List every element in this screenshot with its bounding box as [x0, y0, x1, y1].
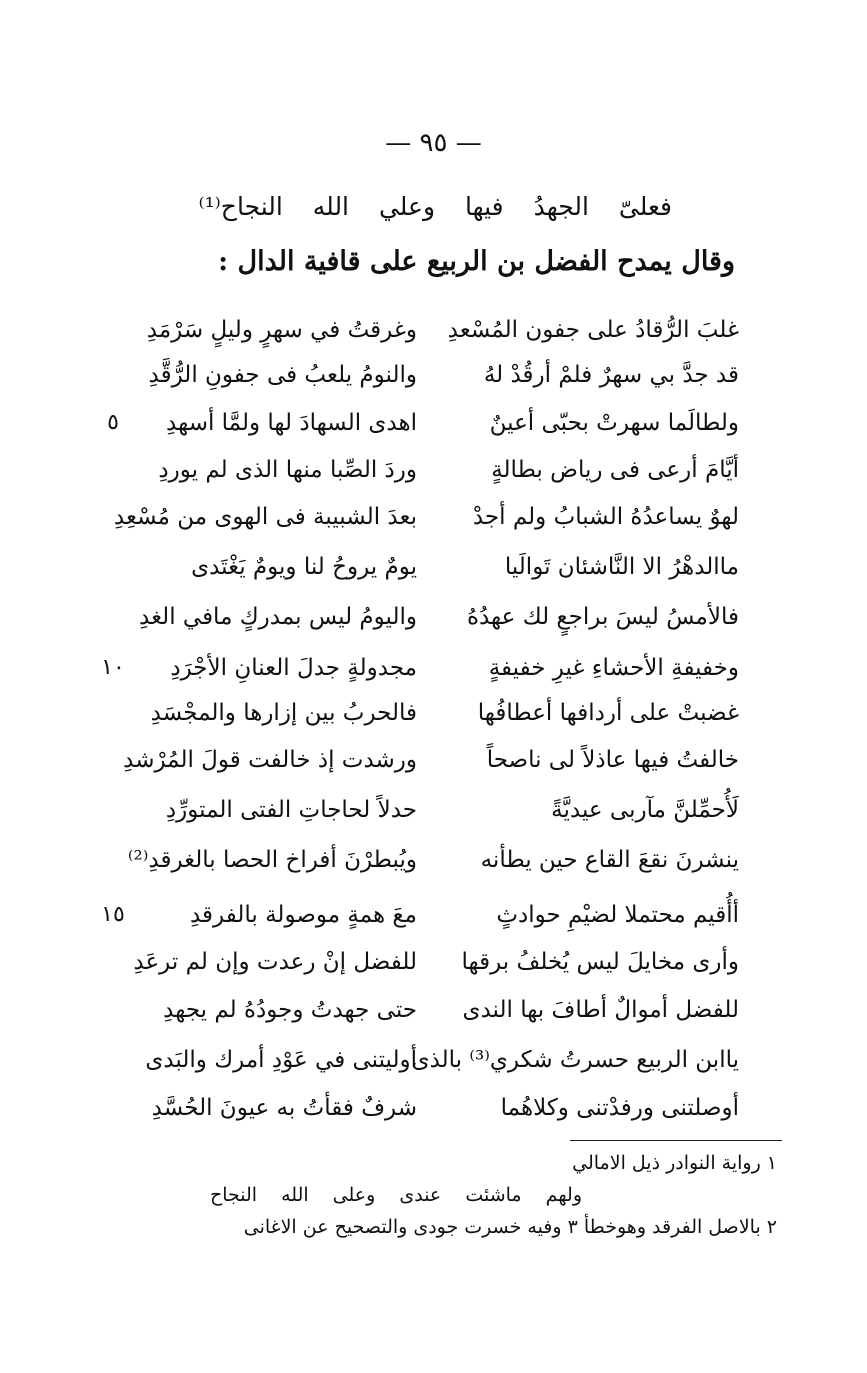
line-number: ٥: [107, 410, 119, 435]
verse-row: [0, 355, 867, 403]
footnote-1-verse: ولهم ماشئت عندى وعلى الله النجاح: [209, 1184, 582, 1206]
hemistich-right: ياابن الربيع حسرتُ شكري⁽³⁾ بالذى: [411, 1047, 739, 1073]
hemistich-left: ويُبطرْنَ أفراخ الحصا بالغرقدِ⁽²⁾: [127, 847, 417, 873]
hemistich-left: بعدَ الشبيبة فى الهوى من مُسْعِدِ: [113, 504, 417, 530]
hemistich-right: أأُقيم محتملا لضيْمِ حوادثٍ: [496, 902, 739, 928]
line-number: ١٠: [101, 655, 125, 680]
hemistich-left: والنومُ يلعبُ فى جفونِ الرُّقَّدِ: [148, 362, 417, 388]
intro-line-1: فعلىّ الجهدُ فيها وعلي الله النجاح⁽¹⁾: [198, 192, 672, 221]
hemistich-left: معَ همةٍ موصولة بالفرقدِ: [189, 902, 417, 928]
verse-row: [0, 693, 867, 741]
hemistich-right: غلبَ الرُّقادُ على جفون المُسْعدِ: [447, 317, 739, 343]
verse-row: [0, 740, 867, 788]
hemistich-right: قد جدَّ بي سهرٌ فلمْ أرقُدْ لهُ: [483, 362, 739, 388]
line-number: ١٥: [101, 902, 125, 927]
hemistich-left: ورشدت إذ خالفت قولَ المُرْشدِ: [123, 747, 417, 773]
hemistich-right: ولطالَما سهرتْ بحبّى أعينٌ: [489, 410, 739, 436]
hemistich-right: وأرى مخايلَ ليس يُخلفُ برقها: [461, 949, 739, 975]
hemistich-left: للفضل إنْ رعدت وإن لم ترعَدِ: [133, 949, 417, 975]
hemistich-left: حدلاً لحاجاتِ الفتى المتورِّدِ: [165, 797, 417, 823]
verse-row: [0, 1040, 867, 1088]
hemistich-left: اهدى السهادَ لها ولمَّا أسهدِ: [166, 410, 417, 436]
verse-row: [0, 1088, 867, 1136]
hemistich-left: واليومُ ليس بمدركٍ مافي الغدِ: [139, 604, 417, 630]
hemistich-right: غضبتْ على أردافها أعطافُها: [477, 700, 739, 726]
hemistich-right: ينشرنَ نقعَ القاع حين يطأنه: [480, 847, 739, 873]
hemistich-left: يومٌ يروحُ لنا ويومٌ يَغْتَدى: [191, 554, 417, 580]
hemistich-right: خالفتُ فيها عاذلاً لى ناصحاً: [486, 747, 739, 773]
intro-line-2: وقال يمدح الفضل بن الربيع على قافية الدال :: [218, 246, 735, 277]
verse-row: [0, 648, 867, 696]
verse-row: [0, 790, 867, 838]
verse-row: [0, 450, 867, 498]
verse-row: [0, 597, 867, 645]
verse-row: [0, 942, 867, 990]
page-number: — ٩٥ —: [385, 128, 482, 158]
hemistich-left: حتى جهدتُ وجودُهُ لم يجهدِ: [163, 997, 417, 1023]
hemistich-left: فالحربُ بين إزارها والمجْسَدِ: [150, 700, 417, 726]
hemistich-left: وغرقتُ في سهرٍ وليلٍ سَرْمَدِ: [146, 317, 417, 343]
verse-row: [0, 497, 867, 545]
verse-row: [0, 990, 867, 1038]
hemistich-right: أيَّامَ أرعى فى رياض بطالةٍ: [491, 457, 739, 483]
hemistich-left: أوليتنى في عَوْدِ أمرك والبَدى: [145, 1047, 417, 1073]
verse-row: [0, 403, 867, 451]
verse-row: [0, 895, 867, 943]
hemistich-left: شرفٌ فقأتُ به عيونَ الحُسَّدِ: [151, 1095, 417, 1121]
verse-row: [0, 547, 867, 595]
hemistich-right: للفضل أموالٌ أطافَ بها الندى: [462, 997, 739, 1023]
footnote-2-3: ٢ بالاصل الفرقد وهوخطأ ٣ وفيه خسرت جودى والتصحيح عن الاغانى: [243, 1216, 777, 1238]
hemistich-right: لَأُحمِّلنَّ مآربى عيديَّةً: [551, 797, 739, 823]
footnote-1: ١ رواية النوادر ذيل الامالي: [572, 1152, 777, 1174]
hemistich-right: أوصلتنى ورفدْتنى وكلاهُما: [500, 1095, 739, 1121]
hemistich-right: ماالدهْرُ الا النَّاشئان تَوالَيا: [504, 554, 739, 580]
verse-row: [0, 840, 867, 888]
footnote-divider: [570, 1140, 782, 1141]
verse-row: [0, 310, 867, 358]
hemistich-left: وردَ الصِّبا منها الذى لم يوردِ: [158, 457, 417, 483]
hemistich-left: مجدولةٍ جدلَ العنانِ الأجْرَدِ: [170, 655, 417, 681]
hemistich-right: فالأمسُ ليسَ براجعٍ لك عهدُهُ: [466, 604, 739, 630]
hemistich-right: وخفيفةِ الأحشاءِ غيرِ خفيفةٍ: [488, 655, 739, 681]
hemistich-right: لهوٌ يساعدُهُ الشبابُ ولم أجدْ: [472, 504, 739, 530]
